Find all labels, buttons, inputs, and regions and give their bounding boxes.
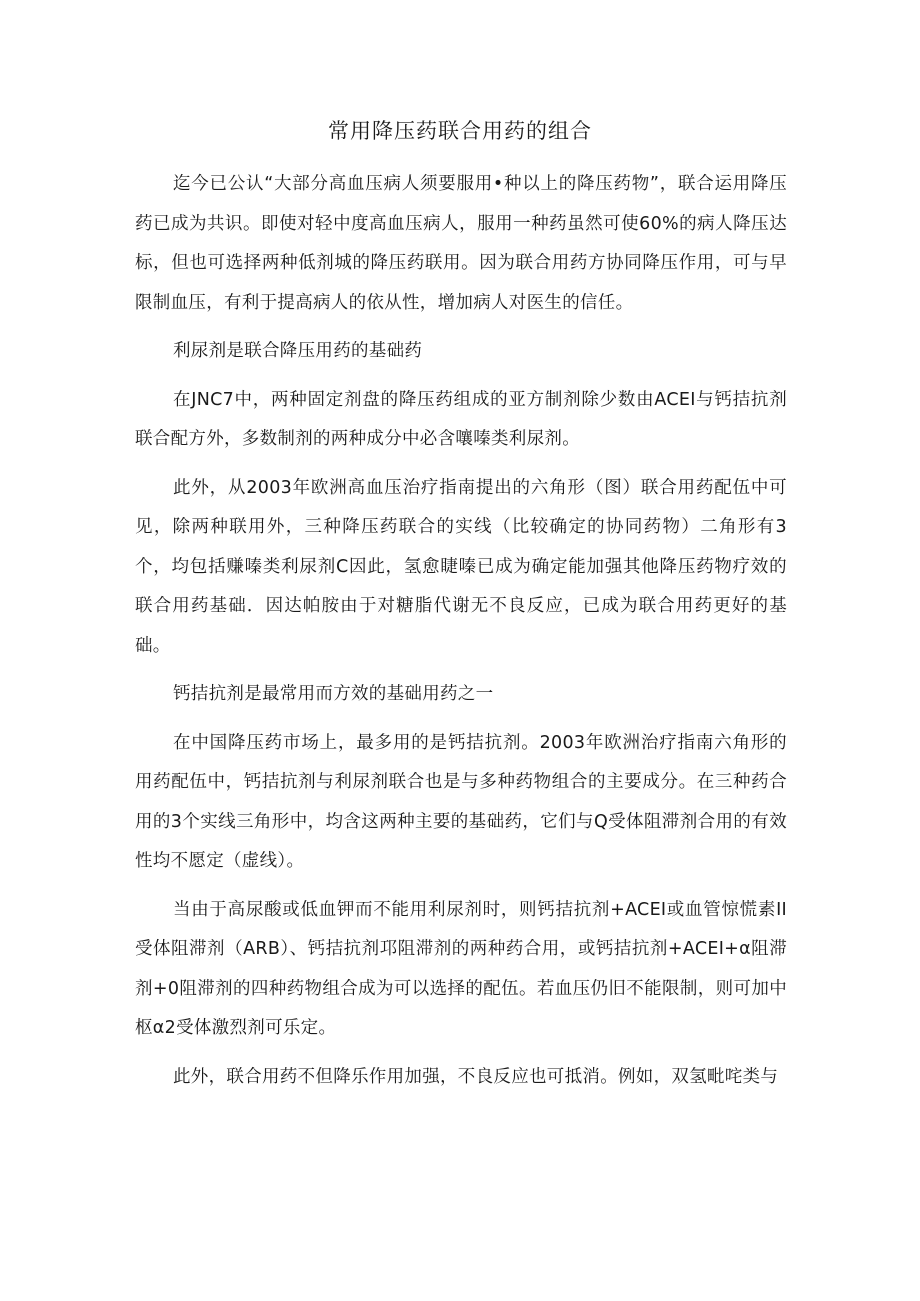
paragraph-jnc7: 在JNC7中，两种固定剂盘的降压药组成的亚方制剂除少数由ACEI与钙拮抗剂联合配方外，多数制剂的两种成分中必含嚷嗪类利尿剂。 bbox=[135, 389, 787, 449]
document-body bbox=[135, 165, 787, 1097]
section-heading-diuretics: 利尿剂是联合降压用药的基础药 bbox=[173, 341, 423, 361]
section-heading-calcium-antagonists: 钙拮抗剂是最常用而方效的基础用药之一 bbox=[173, 684, 494, 704]
paragraph-hexagon: 此外，从2003年欧洲高血压治疗指南提出的六角形（图）联合用药配伍中可见，除两种联用外，三种降压药联合的实线（比较确定的协同药物）二角形有3个，均包括赚嗪类利尿剂C因此，氢愈睫嗪已成为确定能加强其他降压药物疗效的联合用药基础．因达帕胺由于对糖脂代谢无不良反应，已成为联合用药更好的基础。 bbox=[135, 477, 787, 656]
document-title: 常用降压药联合用药的组合 bbox=[328, 119, 592, 143]
paragraph-china-market: 在中国降压药市场上，最多用的是钙拮抗剂。2003年欧洲治疗指南六角形的用药配伍中，钙拮抗剂与利尿剂联合也是与多种药物组合的主要成分。在三种药合用的3个实线三角形中，均含这两种主要的基础药，它们与Q受体阻滞剂合用的有效性均不愿定（虚线）。 bbox=[135, 732, 787, 871]
paragraph-intro: 迄今已公认“大部分高血压病人须要服用•种以上的降压药物”，联合运用降压药已成为共识。即使对轻中度高血压病人，服用一种药虽然可使60%的病人降压达标，但也可选择两种低剂城的降压药联用。因为联合用药方协同降压作用，可与早限制血压，有利于提高病人的依从性，增加病人对医生的信任。 bbox=[135, 174, 787, 313]
paragraph-alternatives: 当由于高尿酸或低血钾而不能用利尿剂时，则钙拮抗剂+ACEI或血管惊慌素II受体阻滞剂（ARB）、钙拮抗剂邛阻滞剂的两种药合用，或钙拮抗剂+ACEI+α阻滞剂+0阻滞剂的四种药物组合成为可以选择的配伍。若血压仍旧不能限制，则可加中枢α2受体激烈剂可乐定。 bbox=[135, 899, 787, 1038]
paragraph-side-effects: 此外，联合用药不但降乐作用加强，不良反应也可抵消。例如，双氢毗咤类与 bbox=[173, 1066, 779, 1087]
